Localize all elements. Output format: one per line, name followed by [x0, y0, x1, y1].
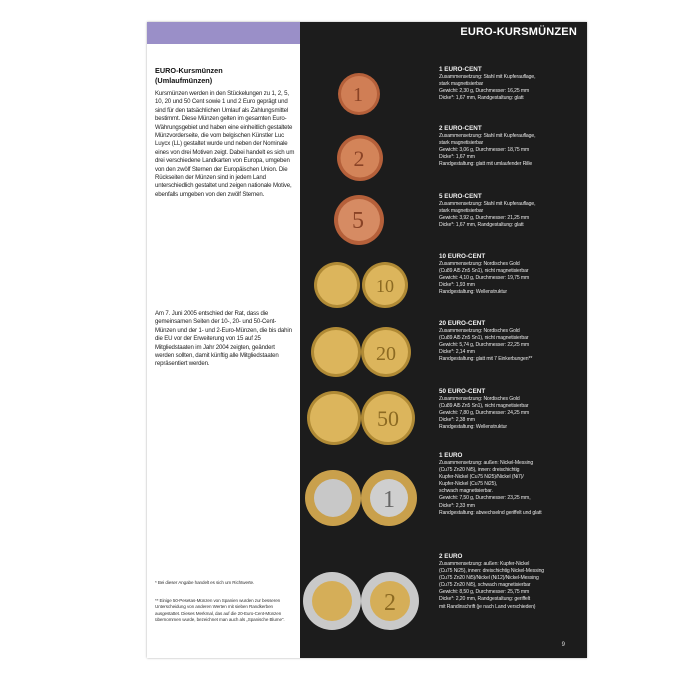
coin-5-cent-info — [439, 193, 574, 229]
coin-20-cent-image — [311, 324, 411, 380]
coin-name: 50 EURO-CENT — [439, 388, 486, 395]
coin-name: 5 EURO-CENT — [439, 193, 482, 200]
header-title: EURO-KURSMÜNZEN — [460, 26, 577, 38]
coin-1-cent-image — [337, 72, 381, 116]
coin-details: Zusammensetzung: Stahl mit Kupferauflage, stark magnetisierbar Gewicht: 2,30 g, Durchmesser: 16,25 mm Dicke*: 1,67 mm, Randgestaltung: glatt — [439, 74, 536, 102]
coin-details: Zusammensetzung: Nordisches Gold (Cu89 Al5 Zn5 Sn1), nicht magnetisierbar Gewicht: 5,74 g, Durchmesser: 22,25 mm Dicke*: 2,14 mm Randgestaltung: glatt mit 7 Einkerbungen** — [439, 328, 533, 363]
coin-2-cent-image — [336, 134, 384, 182]
coin-details: Zusammensetzung: Nordisches Gold (Cu89 Al5 Zn5 Sn1), nicht magnetisierbar Gewicht: 4,10 g, Durchmesser: 19,75 mm Dicke*: 1,93 mm Randgestaltung: Wellenstruktur — [439, 261, 530, 296]
coin-1-cent-info — [439, 66, 574, 102]
intro-paragraph-1: Kursmünzen werden in den Stückelungen zu 1, 2, 5, 10, 20 und 50 Cent sowie 1 und 2 Euro geprägt und sind für den tatsächlichen Umlauf als Zahlungsmittel bestimmt. Diese Münzen gelten im gesamten Euro-Währungsgebiet und haben eine einheitlich gestaltete Münzvorderseite, die vom belgischen Künstler Luc Luycx (LL) gestaltet wurde und neben der Nominale eines von drei Motiven zeigt. Dabei handelt es sich um drei verschiedene Landkarten von Europa, umgeben von den zwölf Sternen der Europäischen Union. Die Rückseiten der Münzen sind in jedem Land unterschiedlich gestaltet und zeigen nationale Motive, ebenfalls umgeben von den zwölf Sternen. — [155, 90, 295, 198]
coin-10-cent-numeral: 10 — [376, 276, 394, 296]
coin-2-euro-numeral: 2 — [384, 590, 396, 616]
coin-20-cent-info — [439, 320, 574, 363]
coin-details: Zusammensetzung: außen: Kupfer-Nickel (Cu75 Ni25), innen: dreischichtig Nickel-Messing (Cu75 Zn20 Ni5)/Nickel (Ni12)/Nickel-Messing (Cu75 Zn20 Ni5), schwach magnetisierbar Gewicht: 8,50 g, Durchmesser: 25,75 mm Dicke*: 2,20 mm, Randgestaltung: geriffelt mit Randinschrift (je nach Land verschieden) — [439, 561, 545, 610]
coin-2-euro-image — [303, 570, 419, 632]
page-number: 9 — [561, 642, 565, 648]
coin-5-cent-image — [333, 194, 385, 246]
coin-1-euro-image — [305, 468, 417, 528]
footnote-2: ** Einige 50-Pesetas-Münzen von Spanien wurden zur besseren Unterscheidung von anderen Werten mit sieben Randkerben ausgestattet. Dieses Merkmal, das auf die 20-Euro-Cent-Münzen übernommen wurde, bezeichnet man auch als „Spanische Blume“. — [155, 598, 285, 623]
coin-2-cent-info — [439, 125, 574, 168]
coin-1-cent-numeral: 1 — [353, 84, 363, 106]
header-bar-dark — [300, 22, 587, 44]
coin-details: Zusammensetzung: außen: Nickel-Messing (Cu75 Zn20 Ni5), innen: dreischichtig Kupfer-Nickel (Cu75 Ni25)/Nickel (Ni7)/ Kupfer-Nickel (Cu75 Ni25), schwach magnetisierbar. Gewicht: 7,50 g, Durchmesser: 23,25 mm, Dicke*: 2,33 mm Randgestaltung: abwechselnd geriffelt und glatt — [439, 460, 542, 516]
intro-title: EURO-Kursmünzen (Umlaufmünzen) — [155, 66, 223, 85]
coin-2-cent-numeral: 2 — [353, 146, 365, 171]
coin-name: 2 EURO — [439, 553, 463, 560]
coin-50-cent-info — [439, 388, 574, 431]
coin-2-euro-info — [439, 553, 574, 611]
coin-details: Zusammensetzung: Nordisches Gold (Cu89 Al5 Zn5 Sn1), nicht magnetisierbar Gewicht: 7,80 g, Durchmesser: 24,25 mm Dicke*: 2,38 mm Randgestaltung: Wellenstruktur — [439, 396, 530, 431]
coin-name: 2 EURO-CENT — [439, 125, 482, 132]
coin-name: 1 EURO-CENT — [439, 66, 482, 73]
coin-20-cent-numeral: 20 — [376, 343, 396, 365]
coin-name: 20 EURO-CENT — [439, 320, 486, 327]
coin-1-euro-info — [439, 452, 574, 517]
coin-5-cent-numeral: 5 — [352, 208, 364, 234]
intro-paragraph-2: Am 7. Juni 2005 entschied der Rat, dass die gemeinsamen Seiten der 10-, 20- und 50-Cent-Münzen und der 1- und 2-Euro-Münzen, die bis dahin die EU vor der Erweiterung von 15 auf 25 Mitgliedstaaten im Jahr 2004 zeigten, geändert werden sollten, damit künftig alle Mitgliedstaaten repräsentiert werden. — [155, 310, 292, 368]
coin-50-cent-image — [307, 388, 415, 448]
coin-1-euro-numeral: 1 — [383, 487, 395, 513]
coin-50-cent-numeral: 50 — [377, 406, 399, 431]
catalog-page — [147, 22, 587, 658]
footnote-1: * Bei dieser Angabe handelt es sich um Richtwerte. — [155, 580, 255, 585]
coin-name: 1 EURO — [439, 452, 463, 459]
coin-10-cent-info — [439, 253, 574, 296]
coin-details: Zusammensetzung: Stahl mit Kupferauflage, stark magnetisierbar Gewicht: 3,92 g, Durchmesser: 21,25 mm Dicke*: 1,67 mm, Randgestaltung: glatt — [439, 201, 536, 229]
coin-name: 10 EURO-CENT — [439, 253, 486, 260]
coin-details: Zusammensetzung: Stahl mit Kupferauflage, stark magnetisierbar Gewicht: 3,06 g, Durchmesser: 18,75 mm Dicke*: 1,67 mm Randgestaltung: glatt mit umlaufender Rille — [439, 133, 536, 168]
coin-10-cent-image — [313, 260, 409, 310]
